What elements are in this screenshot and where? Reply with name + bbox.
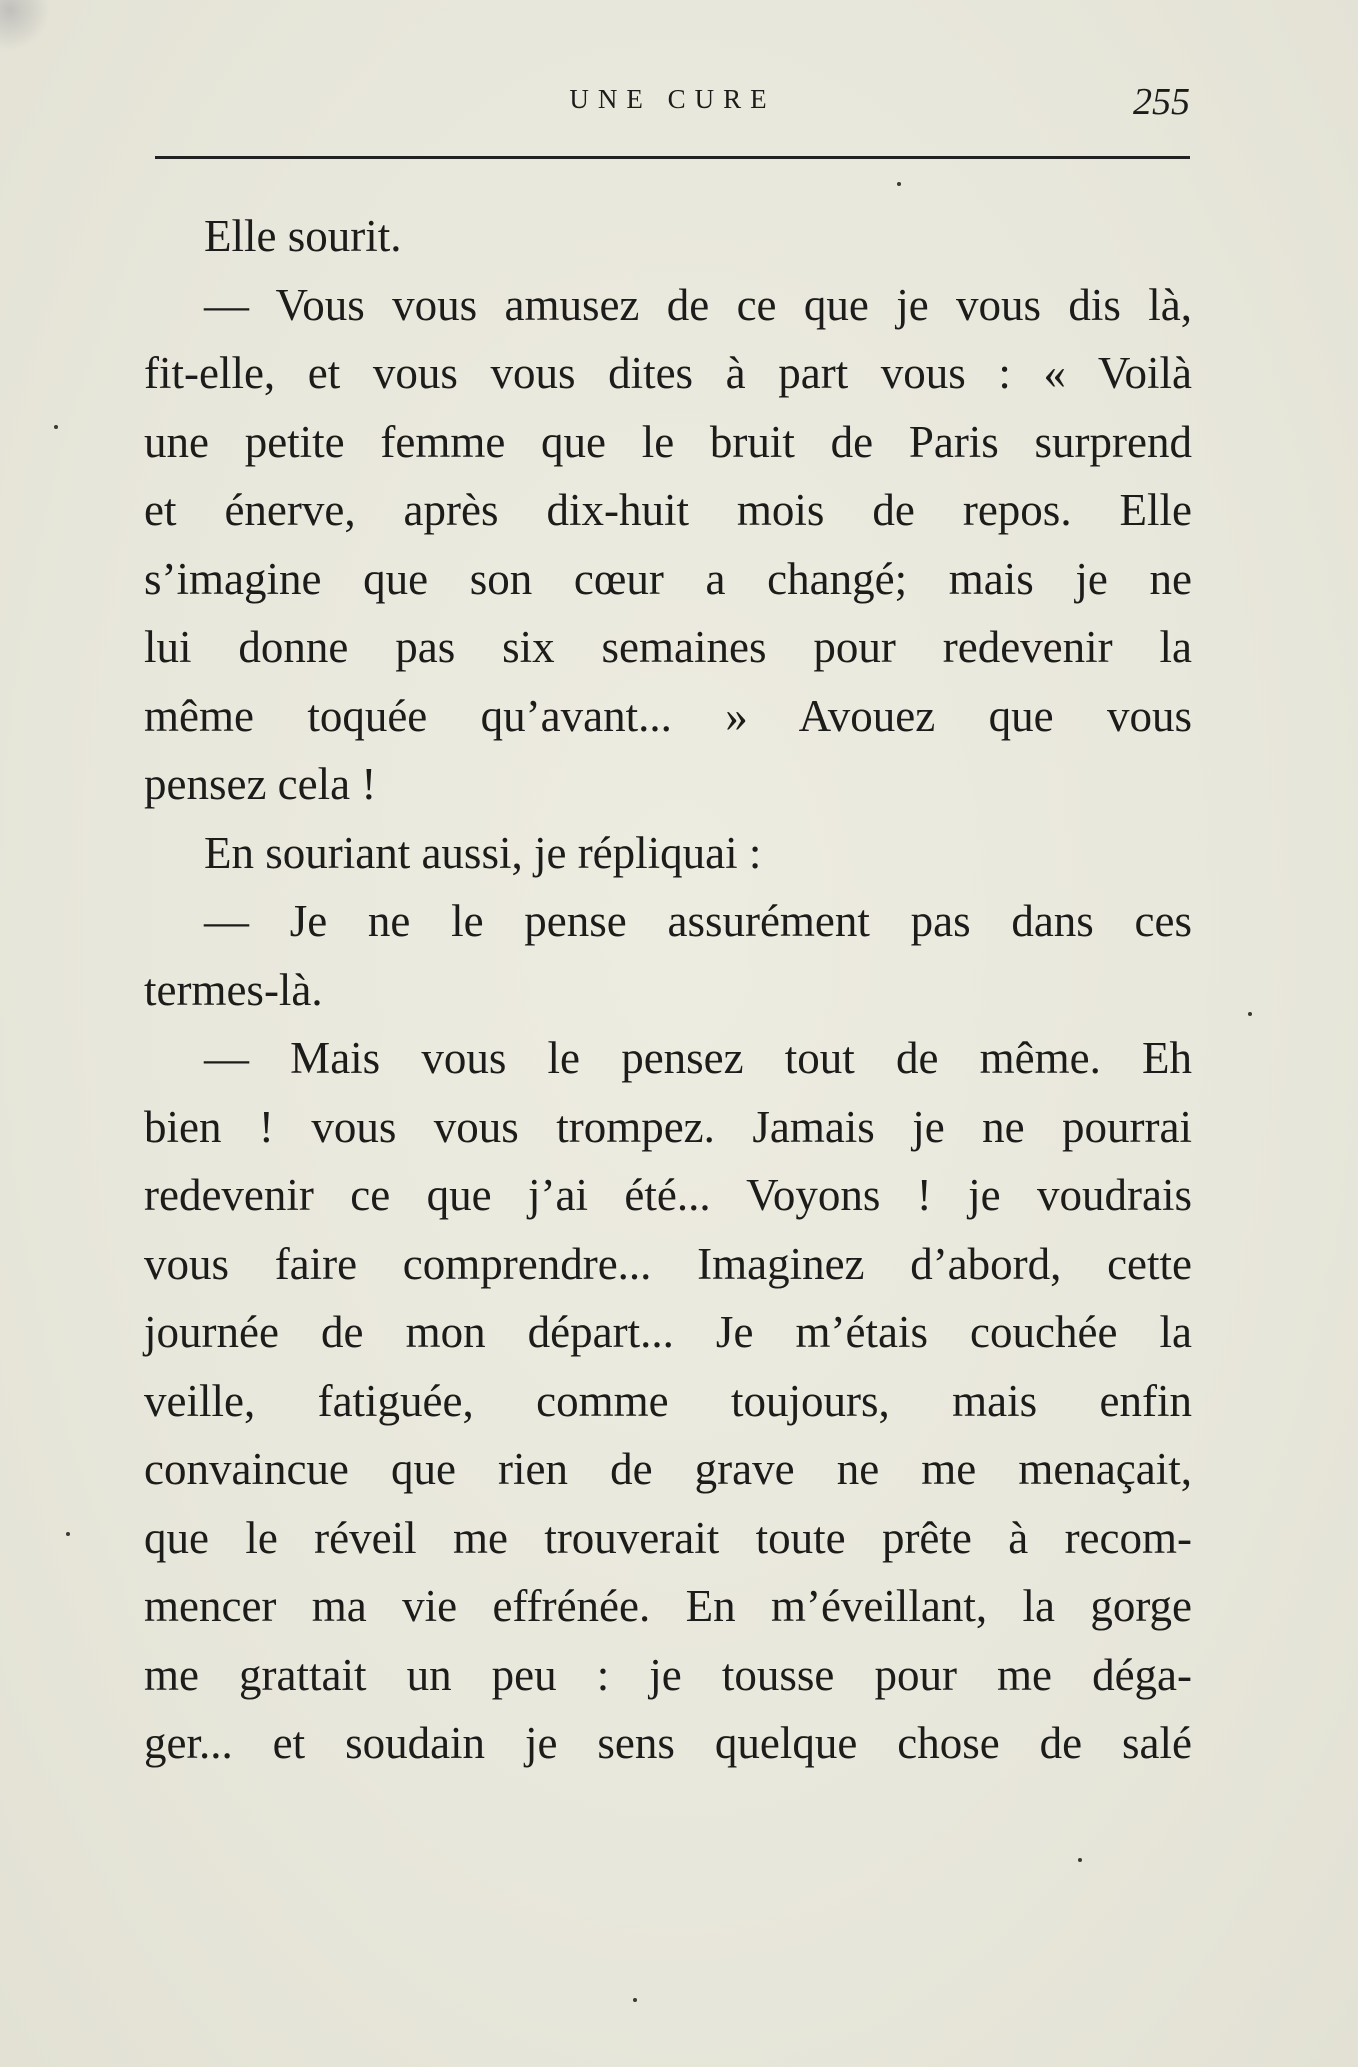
text-line: termes-là. (144, 964, 323, 1015)
header-rule (155, 156, 1190, 159)
text-line: une petite femme que le bruit de Paris surprend (144, 416, 1192, 467)
body-text (144, 202, 1192, 1778)
text-line: convaincue que rien de grave ne me menaçait, (144, 1444, 1192, 1494)
text-line: redevenir ce que j’ai été... Voyons ! je voudrais (144, 1170, 1192, 1220)
text-line: lui donne pas six semaines pour redevenir la (144, 622, 1192, 672)
text-line: journée de mon départ... Je m’étais couchée la (144, 1307, 1192, 1357)
paper-speck (66, 1532, 70, 1536)
paper-speck (897, 182, 901, 186)
text-line: et énerve, après dix-huit mois de repos. Elle (144, 485, 1192, 535)
text-line: Elle sourit. (204, 211, 402, 261)
text-line: pensez cela ! (144, 759, 377, 809)
text-line: que le réveil me trouverait toute prête à recom- (144, 1512, 1192, 1563)
text-line: — Je ne le pense assurément pas dans ces (204, 896, 1192, 946)
text-line: même toquée qu’avant... » Avouez que vous (144, 690, 1192, 741)
text-line: vous faire comprendre... Imaginez d’abord, cette (144, 1238, 1192, 1289)
paper-speck (54, 425, 58, 429)
page-number: 255 (1133, 81, 1190, 123)
text-line: ger... et soudain je sens quelque chose de salé (144, 1718, 1192, 1768)
running-head (155, 82, 1190, 122)
paper-speck (633, 1998, 637, 2002)
running-title: UNE CURE (569, 84, 776, 114)
text-line: En souriant aussi, je répliquai : (204, 827, 762, 878)
paper-speck (1078, 1858, 1082, 1862)
text-line: veille, fatiguée, comme toujours, mais enfin (144, 1375, 1192, 1426)
text-line: fit-elle, et vous vous dites à part vous : « Voilà (144, 348, 1192, 398)
text-line: — Mais vous le pensez tout de même. Eh (204, 1033, 1192, 1083)
text-line: s’imagine que son cœur a changé; mais je ne (144, 553, 1192, 604)
text-line: — Vous vous amusez de ce que je vous dis là, (204, 279, 1192, 330)
page-stain (0, 0, 60, 60)
paper-speck (1248, 1012, 1252, 1016)
text-line: mencer ma vie effrénée. En m’éveillant, la gorge (144, 1581, 1192, 1631)
text-line: me grattait un peu : je tousse pour me déga- (144, 1649, 1192, 1700)
text-line: bien ! vous vous trompez. Jamais je ne pourrai (144, 1101, 1192, 1152)
